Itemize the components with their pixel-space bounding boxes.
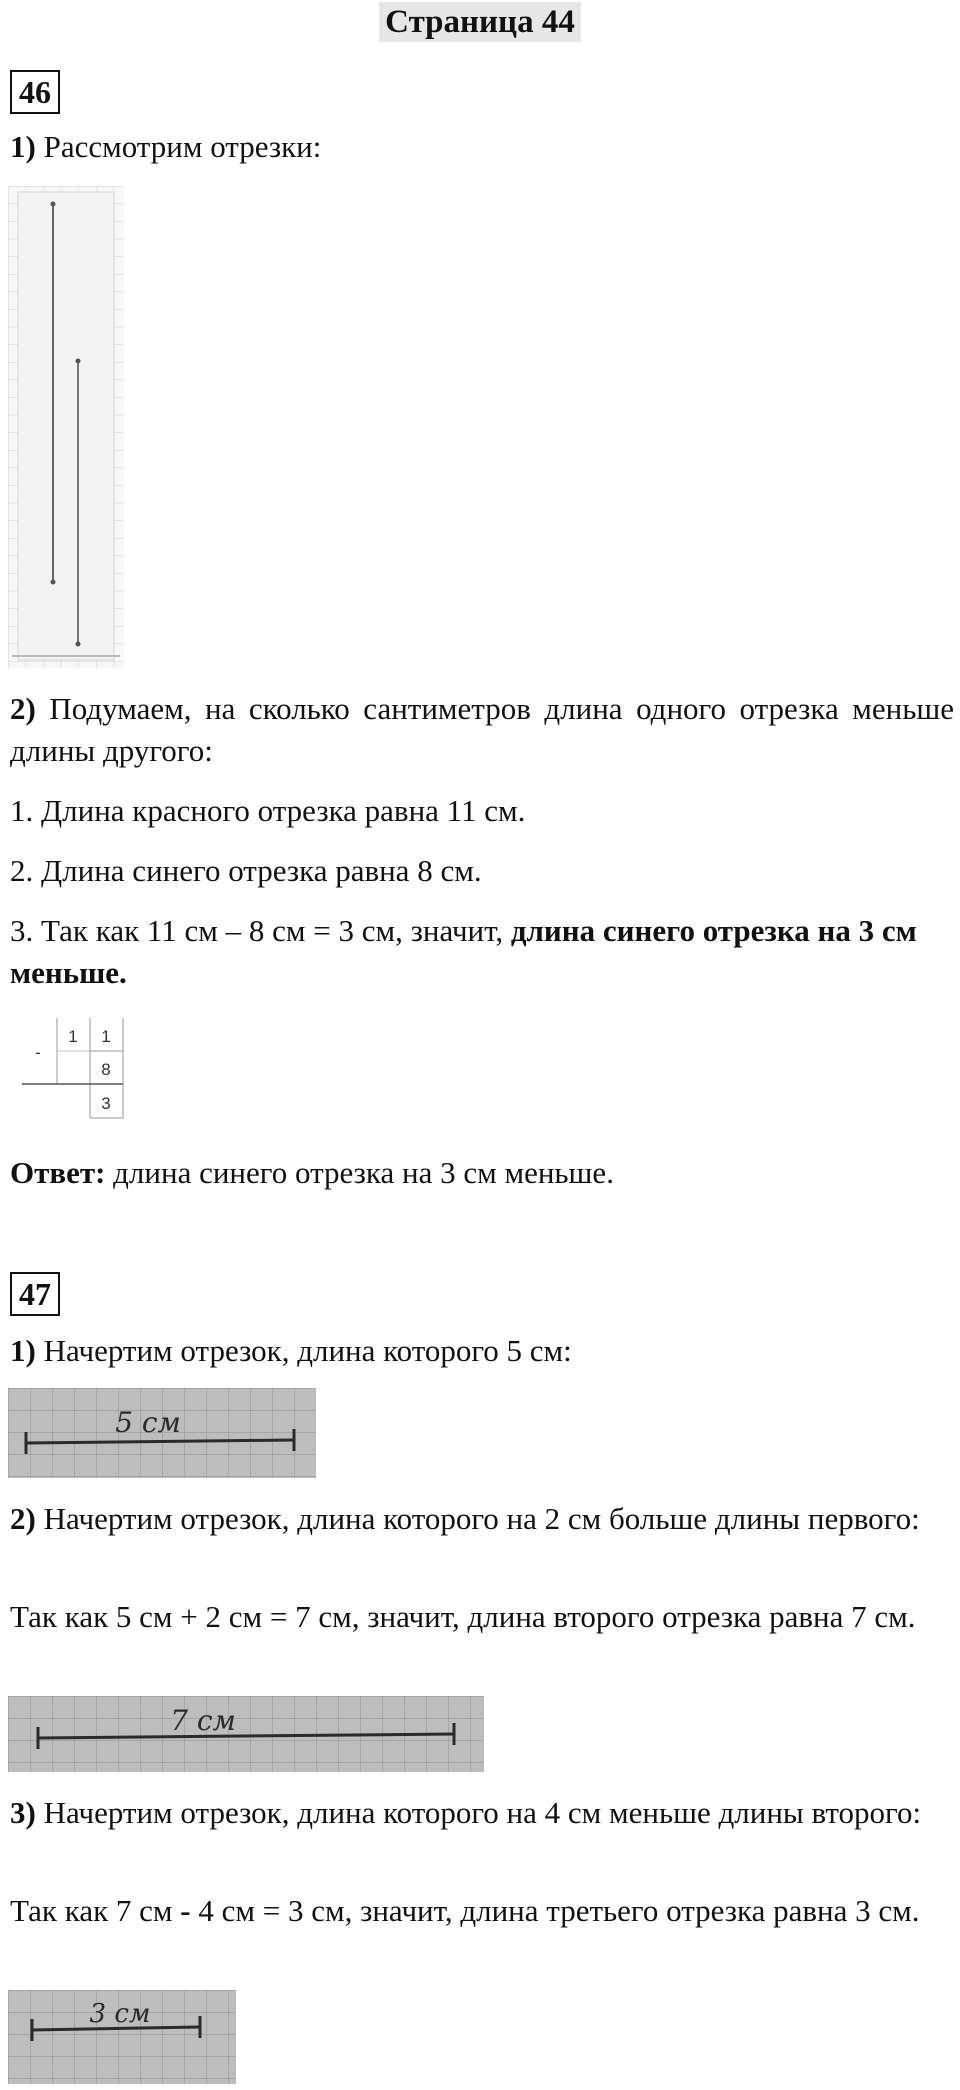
segment-label-3cm: 3 см [89,1999,151,2029]
step-text: Начертим отрезок, длина которого на 2 см больше длины первого: [43,1501,920,1536]
step-text: Рассмотрим отрезки: [43,129,322,164]
segment-7cm-figure [8,1696,484,1772]
item3-conclusion: длина синего отрезка на 3 см меньше. [10,913,917,990]
task46-step1 [10,126,954,168]
segment-label-5cm: 5 см [115,1406,181,1439]
answer-label: Ответ: [10,1155,106,1190]
step-number: 2) [10,691,36,726]
segment-5cm-figure [8,1388,316,1478]
step-text: Подумаем, на сколько сантиметров длина одного отрезка меньше длины другого: [10,691,954,768]
answer-text: длина синего отрезка на 3 см меньше. [113,1155,614,1190]
column-subtraction [22,1018,126,1120]
minus-sign: - [35,1043,41,1062]
step-number: 3) [10,1795,36,1830]
task47-step2 [10,1498,954,1540]
segment-label-7cm: 7 см [170,1704,236,1737]
task-number-46: 46 [10,70,60,114]
step-number: 2) [10,1501,36,1536]
digit-r1c1: 1 [68,1027,78,1046]
step-text: Начертим отрезок, длина которого 5 см: [43,1333,572,1368]
task47-step2-calc: Так как 5 см + 2 см = 7 см, значит, длина второго отрезка равна 7 см. [10,1599,916,1634]
step-number: 1) [10,129,36,164]
step-text: Начертим отрезок, длина которого на 4 см меньше длины второго: [43,1795,922,1830]
task47-step1 [10,1330,954,1372]
digit-r1c2: 1 [101,1027,111,1046]
task-number-47: 47 [10,1272,60,1316]
digit-r3c2: 3 [101,1094,111,1113]
task46-step2 [10,688,954,772]
task46-item2: 2. Длина синего отрезка равна 8 см. [10,853,482,888]
segment-3cm-figure [8,1990,236,2084]
task46-answer [10,1152,954,1194]
digit-r2c2: 8 [101,1060,111,1079]
step-number: 1) [10,1333,36,1368]
task46-item1: 1. Длина красного отрезка равна 11 см. [10,793,526,828]
segments-grid-figure [8,186,124,668]
task46-item3: 3. Так как 11 см – 8 см = 3 см, значит, длина синего отрезка на 3 см меньше. [10,913,917,990]
page-title: Страница 44 [0,4,960,41]
task47-step3-calc: Так как 7 см - 4 см = 3 см, значит, длина третьего отрезка равна 3 см. [10,1893,920,1928]
task47-step3 [10,1792,954,1834]
